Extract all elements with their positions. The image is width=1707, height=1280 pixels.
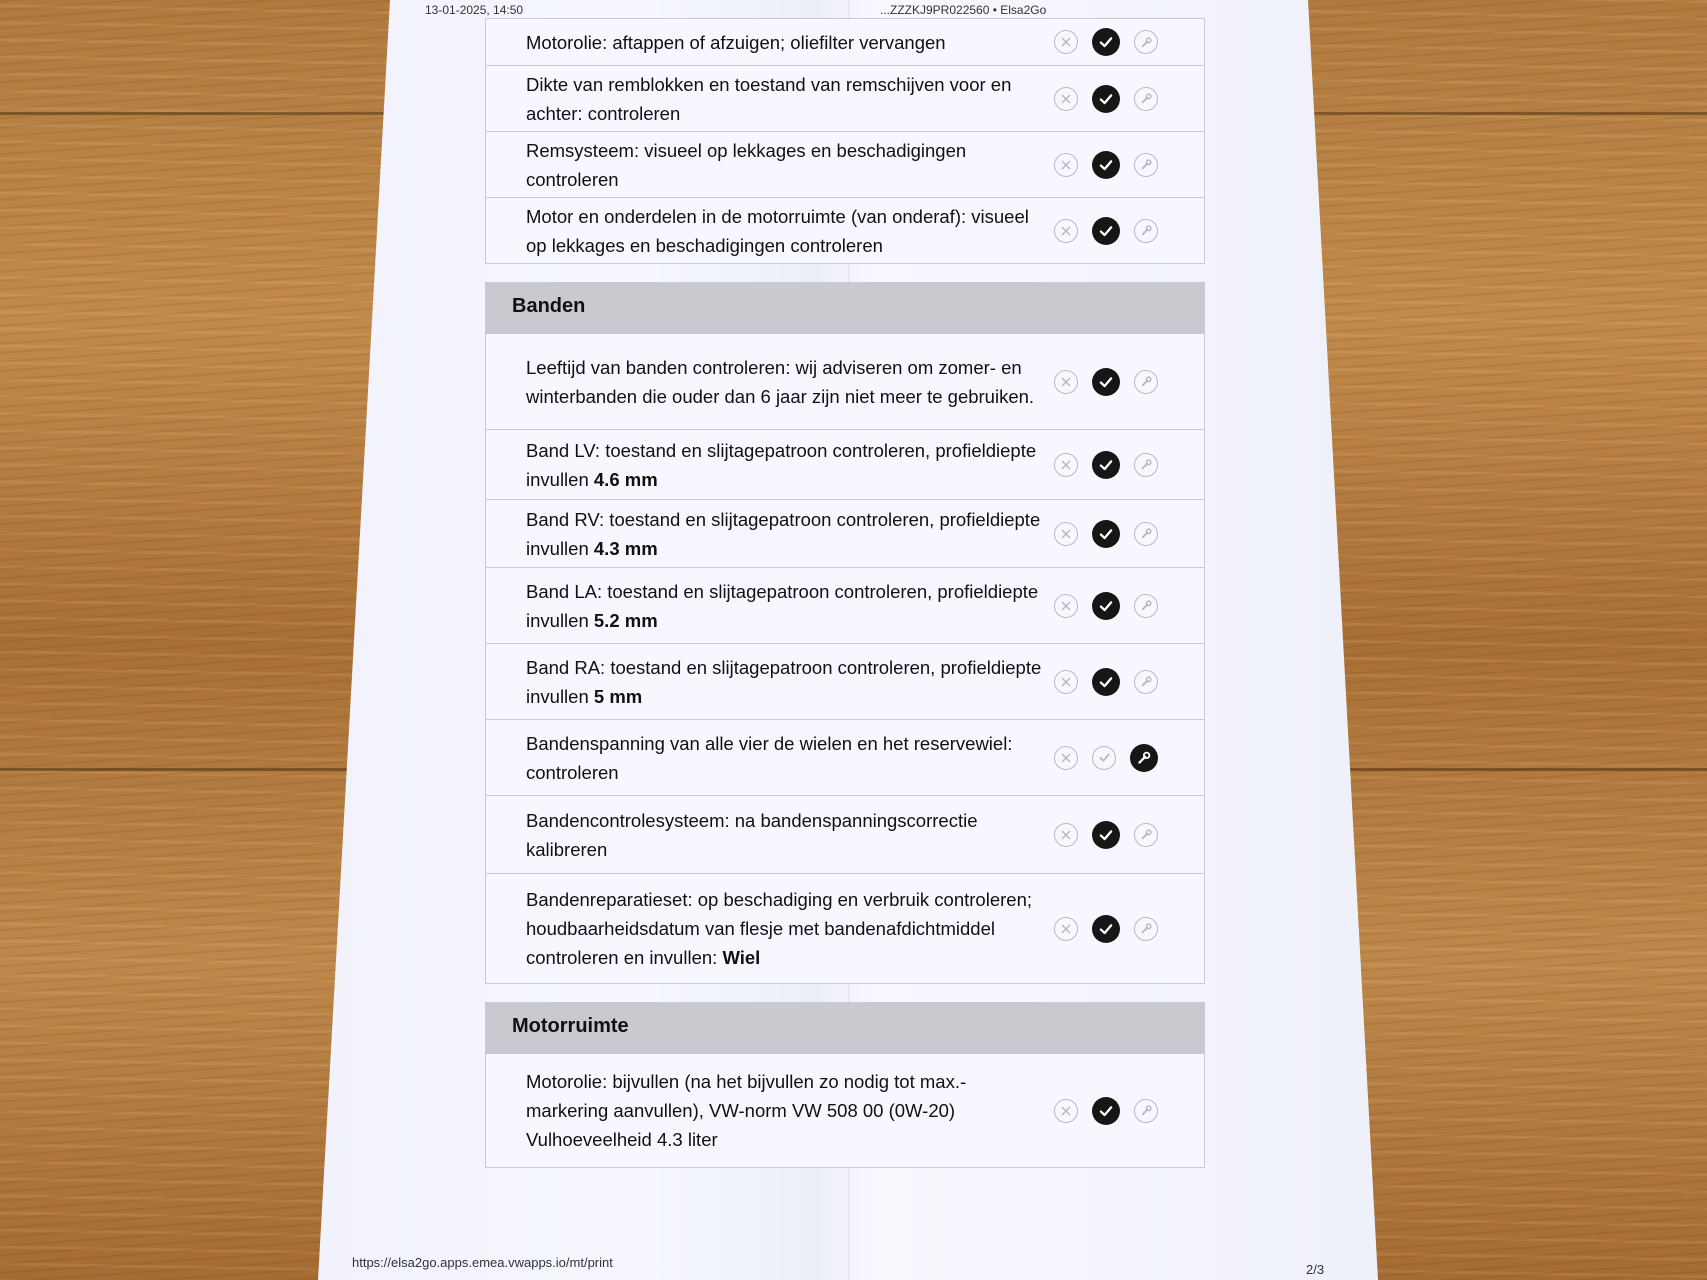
checklist-item-value: Wiel [722, 947, 761, 968]
checklist-row [486, 643, 1204, 719]
status-indicators [1048, 151, 1204, 179]
checklist-item-text [526, 136, 1048, 194]
status-indicators [1048, 821, 1204, 849]
checklist-item-label: Dikte van remblokken en toestand van remschijven voor en achter: controleren [526, 73, 1012, 124]
print-document-id: ...ZZZKJ9PR022560 • Elsa2Go [880, 3, 1047, 17]
checklist-row [486, 65, 1204, 131]
checklist-item-text [526, 806, 1048, 864]
check-icon [1092, 368, 1120, 396]
wrench-icon [1134, 1099, 1158, 1123]
section-spacer [485, 264, 1205, 282]
checklist-row [486, 795, 1204, 873]
not-ok-icon [1054, 594, 1078, 618]
checklist-section [485, 18, 1205, 264]
check-icon [1092, 821, 1120, 849]
checklist-item-label: Bandenspanning van alle vier de wielen en het reservewiel: controleren [526, 732, 1013, 783]
status-indicators [1048, 744, 1204, 772]
wrench-icon [1130, 744, 1158, 772]
wrench-icon [1134, 522, 1158, 546]
not-ok-icon [1054, 153, 1078, 177]
checklist-item-label: Remsysteem: visueel op lekkages en beschadigingen controleren [526, 139, 967, 190]
status-indicators [1048, 668, 1204, 696]
checklist-item-text [526, 653, 1048, 711]
status-indicators [1048, 451, 1204, 479]
checklist-item-value: 4.3 mm [593, 537, 658, 559]
checklist-row [486, 197, 1204, 263]
wrench-icon [1134, 917, 1158, 941]
checklist-item-label: Bandencontrolesysteem: na bandenspanningscorrectie kalibreren [526, 809, 978, 860]
checklist-row [486, 567, 1204, 643]
wrench-icon [1134, 370, 1158, 394]
checklist-item-text [526, 353, 1048, 411]
not-ok-icon [1054, 370, 1078, 394]
check-icon [1092, 1097, 1120, 1125]
not-ok-icon [1054, 1099, 1078, 1123]
checklist-item-value: 4.6 mm [593, 468, 658, 490]
page-number: 2/3 [1306, 1262, 1325, 1277]
not-ok-icon [1054, 219, 1078, 243]
status-indicators [1048, 915, 1204, 943]
checklist-row [486, 1053, 1204, 1167]
check-icon [1092, 592, 1120, 620]
checklist-item-label: Band LA: toestand en slijtagepatroon controleren, profieldiepte invullen [526, 580, 1039, 631]
checklist-item-text [526, 436, 1048, 494]
checklist-row [486, 719, 1204, 795]
maintenance-checklist [485, 18, 1205, 1168]
check-icon [1092, 915, 1120, 943]
not-ok-icon [1054, 453, 1078, 477]
checklist-row [486, 19, 1204, 65]
not-ok-icon [1054, 917, 1078, 941]
checklist-item-label: Leeftijd van banden controleren: wij adviseren om zomer- en winterbanden die ouder dan 6 jaar zijn niet meer te gebruiken. [526, 356, 1035, 407]
check-icon [1092, 668, 1120, 696]
checklist-item-text [526, 70, 1048, 128]
checklist-item-label: Motorolie: bijvullen (na het bijvullen zo nodig tot max.-markering aanvullen), VW-norm VW 508 00 (0W-20) Vulhoeveelheid 4.3 liter [526, 1071, 967, 1150]
checklist-section [485, 1002, 1205, 1168]
not-ok-icon [1054, 823, 1078, 847]
print-datetime: 13-01-2025, 14:50 [425, 3, 524, 17]
status-indicators [1048, 85, 1204, 113]
checklist-row [486, 499, 1204, 567]
status-indicators [1048, 1097, 1204, 1125]
checklist-item-text [526, 729, 1048, 787]
checklist-row [486, 131, 1204, 197]
checklist-item-label: Bandenreparatieset: op beschadiging en verbruik controleren; houdbaarheidsdatum van flesje met bandenafdichtmiddel controleren en invullen: [526, 889, 1032, 968]
wrench-icon [1134, 219, 1158, 243]
wrench-icon [1134, 87, 1158, 111]
wrench-icon [1134, 823, 1158, 847]
section-header: Motorruimte [486, 1003, 1204, 1053]
not-ok-icon [1054, 670, 1078, 694]
checklist-item-label: Motorolie: aftappen of afzuigen; oliefilter vervangen [526, 31, 946, 53]
not-ok-icon [1054, 87, 1078, 111]
not-ok-icon [1054, 522, 1078, 546]
section-spacer [485, 984, 1205, 1002]
section-header: Banden [486, 283, 1204, 333]
not-ok-icon [1054, 746, 1078, 770]
checklist-item-label: Band LV: toestand en slijtagepatroon controleren, profieldiepte invullen [526, 439, 1037, 490]
checklist-item-label: Motor en onderdelen in de motorruimte (van onderaf): visueel op lekkages en beschadigingen controleren [526, 205, 1029, 256]
checklist-row [486, 429, 1204, 499]
print-url: https://elsa2go.apps.emea.vwapps.io/mt/print [352, 1255, 613, 1270]
checklist-item-value: 5.2 mm [593, 609, 658, 631]
wrench-icon [1134, 594, 1158, 618]
not-ok-icon [1054, 30, 1078, 54]
check-icon [1092, 217, 1120, 245]
check-icon [1092, 151, 1120, 179]
checklist-item-value: 5 mm [593, 685, 643, 707]
checklist-item-text [526, 505, 1048, 563]
status-indicators [1048, 368, 1204, 396]
checklist-section [485, 282, 1205, 984]
status-indicators [1048, 217, 1204, 245]
status-indicators [1048, 592, 1204, 620]
checklist-item-text [526, 1067, 1048, 1154]
checklist-row [486, 873, 1204, 983]
checklist-item-text [526, 885, 1048, 972]
wrench-icon [1134, 670, 1158, 694]
wrench-icon [1134, 453, 1158, 477]
status-indicators [1048, 520, 1204, 548]
check-icon [1092, 28, 1120, 56]
wrench-icon [1134, 153, 1158, 177]
status-indicators [1048, 28, 1204, 56]
checklist-item-text [526, 577, 1048, 635]
checklist-item-text [526, 202, 1048, 260]
checklist-item-label: Band RA: toestand en slijtagepatroon controleren, profieldiepte invullen [526, 656, 1042, 707]
checklist-item-text [526, 28, 1048, 57]
check-icon [1092, 451, 1120, 479]
wrench-icon [1134, 30, 1158, 54]
check-icon [1092, 520, 1120, 548]
checklist-row [486, 333, 1204, 429]
checklist-item-label: Band RV: toestand en slijtagepatroon controleren, profieldiepte invullen [526, 508, 1041, 559]
check-icon [1092, 746, 1116, 770]
check-icon [1092, 85, 1120, 113]
